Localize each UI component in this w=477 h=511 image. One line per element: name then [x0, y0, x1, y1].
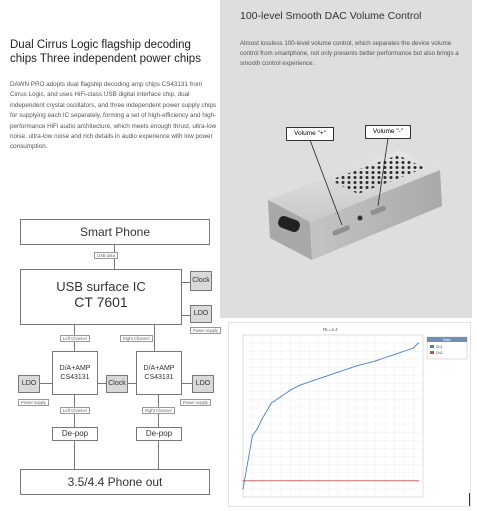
- dac-left-model: CS43131: [60, 374, 90, 381]
- data-point-ch1: [337, 372, 338, 373]
- data-point-ch1: [375, 360, 376, 361]
- data-point-ch2: [242, 480, 243, 481]
- data-point-ch1: [261, 419, 262, 420]
- data-point-ch1: [280, 396, 281, 397]
- legend-swatch-ch1: [430, 345, 434, 348]
- ldo-box-top: LDO: [190, 305, 212, 323]
- feature-description: DAWN PRO adopts dual flagship decoding amp chips CS43131 from Cirrus Logic, and uses HiFi-class USB digital interface chip, dual independent crystal oscillators, and three independent power supply chips for supplying each IC separately, forming a set of high-efficiency and high-performance HiFi audio architecture, which meets enough thrust, ultra-low noise, ultra-low noise and rich details in audio experience with low power consumption.: [10, 81, 217, 151]
- data-point-ch1: [394, 354, 395, 355]
- usb-ic-name: USB surface IC: [56, 279, 146, 294]
- dac-right-model: CS43131: [144, 374, 174, 381]
- power-supply-label-left: Power supply: [18, 399, 49, 406]
- data-point-ch1: [271, 402, 272, 403]
- grid-lines: [243, 335, 423, 497]
- usb-data-label: USB data: [94, 252, 118, 259]
- power-supply-label-right: Power supply: [180, 399, 211, 406]
- chart-svg: [229, 323, 470, 506]
- legend-swatch-ch2: [430, 351, 434, 354]
- clock-box-mid: Clock: [106, 375, 128, 393]
- clock-box-top: Clock: [190, 271, 212, 291]
- phone-out-box: 3.5/4.4 Phone out: [20, 469, 210, 495]
- indicator-dot: [358, 216, 363, 221]
- power-supply-label-top: Power supply: [190, 327, 221, 334]
- depop-box-right: De-pop: [136, 427, 182, 441]
- volume-minus-callout: Volume "-": [365, 125, 411, 139]
- legend-header: Data: [443, 338, 451, 342]
- text-cursor: [469, 493, 470, 506]
- volume-control-panel: [220, 0, 472, 318]
- volume-description: Almost lossless 100-level volume control, which separates the device volume control from smartphone, not only presents better performance but also brings a smooth control experience.: [240, 40, 459, 68]
- volume-plus-callout: Volume "+": [286, 127, 334, 141]
- data-point-ch1: [318, 378, 319, 379]
- architecture-diagram: [14, 215, 219, 505]
- data-point-ch1: [299, 385, 300, 386]
- feature-title: Dual Cirrus Logic flagship decoding chips Three independent power chips: [10, 39, 201, 65]
- data-point-ch1: [257, 428, 258, 429]
- right-channel-label-top: Right Channel: [120, 335, 153, 342]
- volume-title: 100-level Smooth DAC Volume Control: [240, 10, 422, 22]
- legend-label-ch2: Ch2: [436, 351, 443, 355]
- left-channel-label-top: Left Channel: [60, 335, 90, 342]
- volume-curve-chart: [228, 322, 471, 507]
- dac-left-function: D/A+AMP: [59, 365, 91, 372]
- chart-title: RL=4.4: [323, 327, 338, 332]
- data-point-ch1: [418, 343, 419, 344]
- ldo-box-right: LDO: [192, 375, 214, 393]
- ldo-box-left: LDO: [18, 375, 40, 393]
- usb-ic-model: CT 7601: [74, 294, 128, 310]
- dac-left-box: [52, 351, 98, 395]
- legend-label-ch1: Ch1: [436, 345, 443, 349]
- right-channel-label-bottom: Right Channel: [142, 407, 175, 414]
- data-point-ch1: [242, 488, 243, 489]
- usb-ic-box: [20, 269, 182, 325]
- dac-right-function: D/A+AMP: [143, 365, 175, 372]
- left-channel-label-bottom: Left Channel: [60, 407, 90, 414]
- chart-legend: [427, 337, 467, 359]
- data-point-ch1: [252, 435, 253, 436]
- smart-phone-box: Smart Phone: [20, 219, 210, 245]
- dac-right-box: [136, 351, 182, 395]
- dac-device-illustration: [220, 0, 472, 318]
- depop-box-left: De-pop: [52, 427, 98, 441]
- data-point-ch1: [290, 389, 291, 390]
- data-point-ch1: [413, 347, 414, 348]
- data-point-ch1: [356, 365, 357, 366]
- data-point-ch2: [418, 480, 419, 481]
